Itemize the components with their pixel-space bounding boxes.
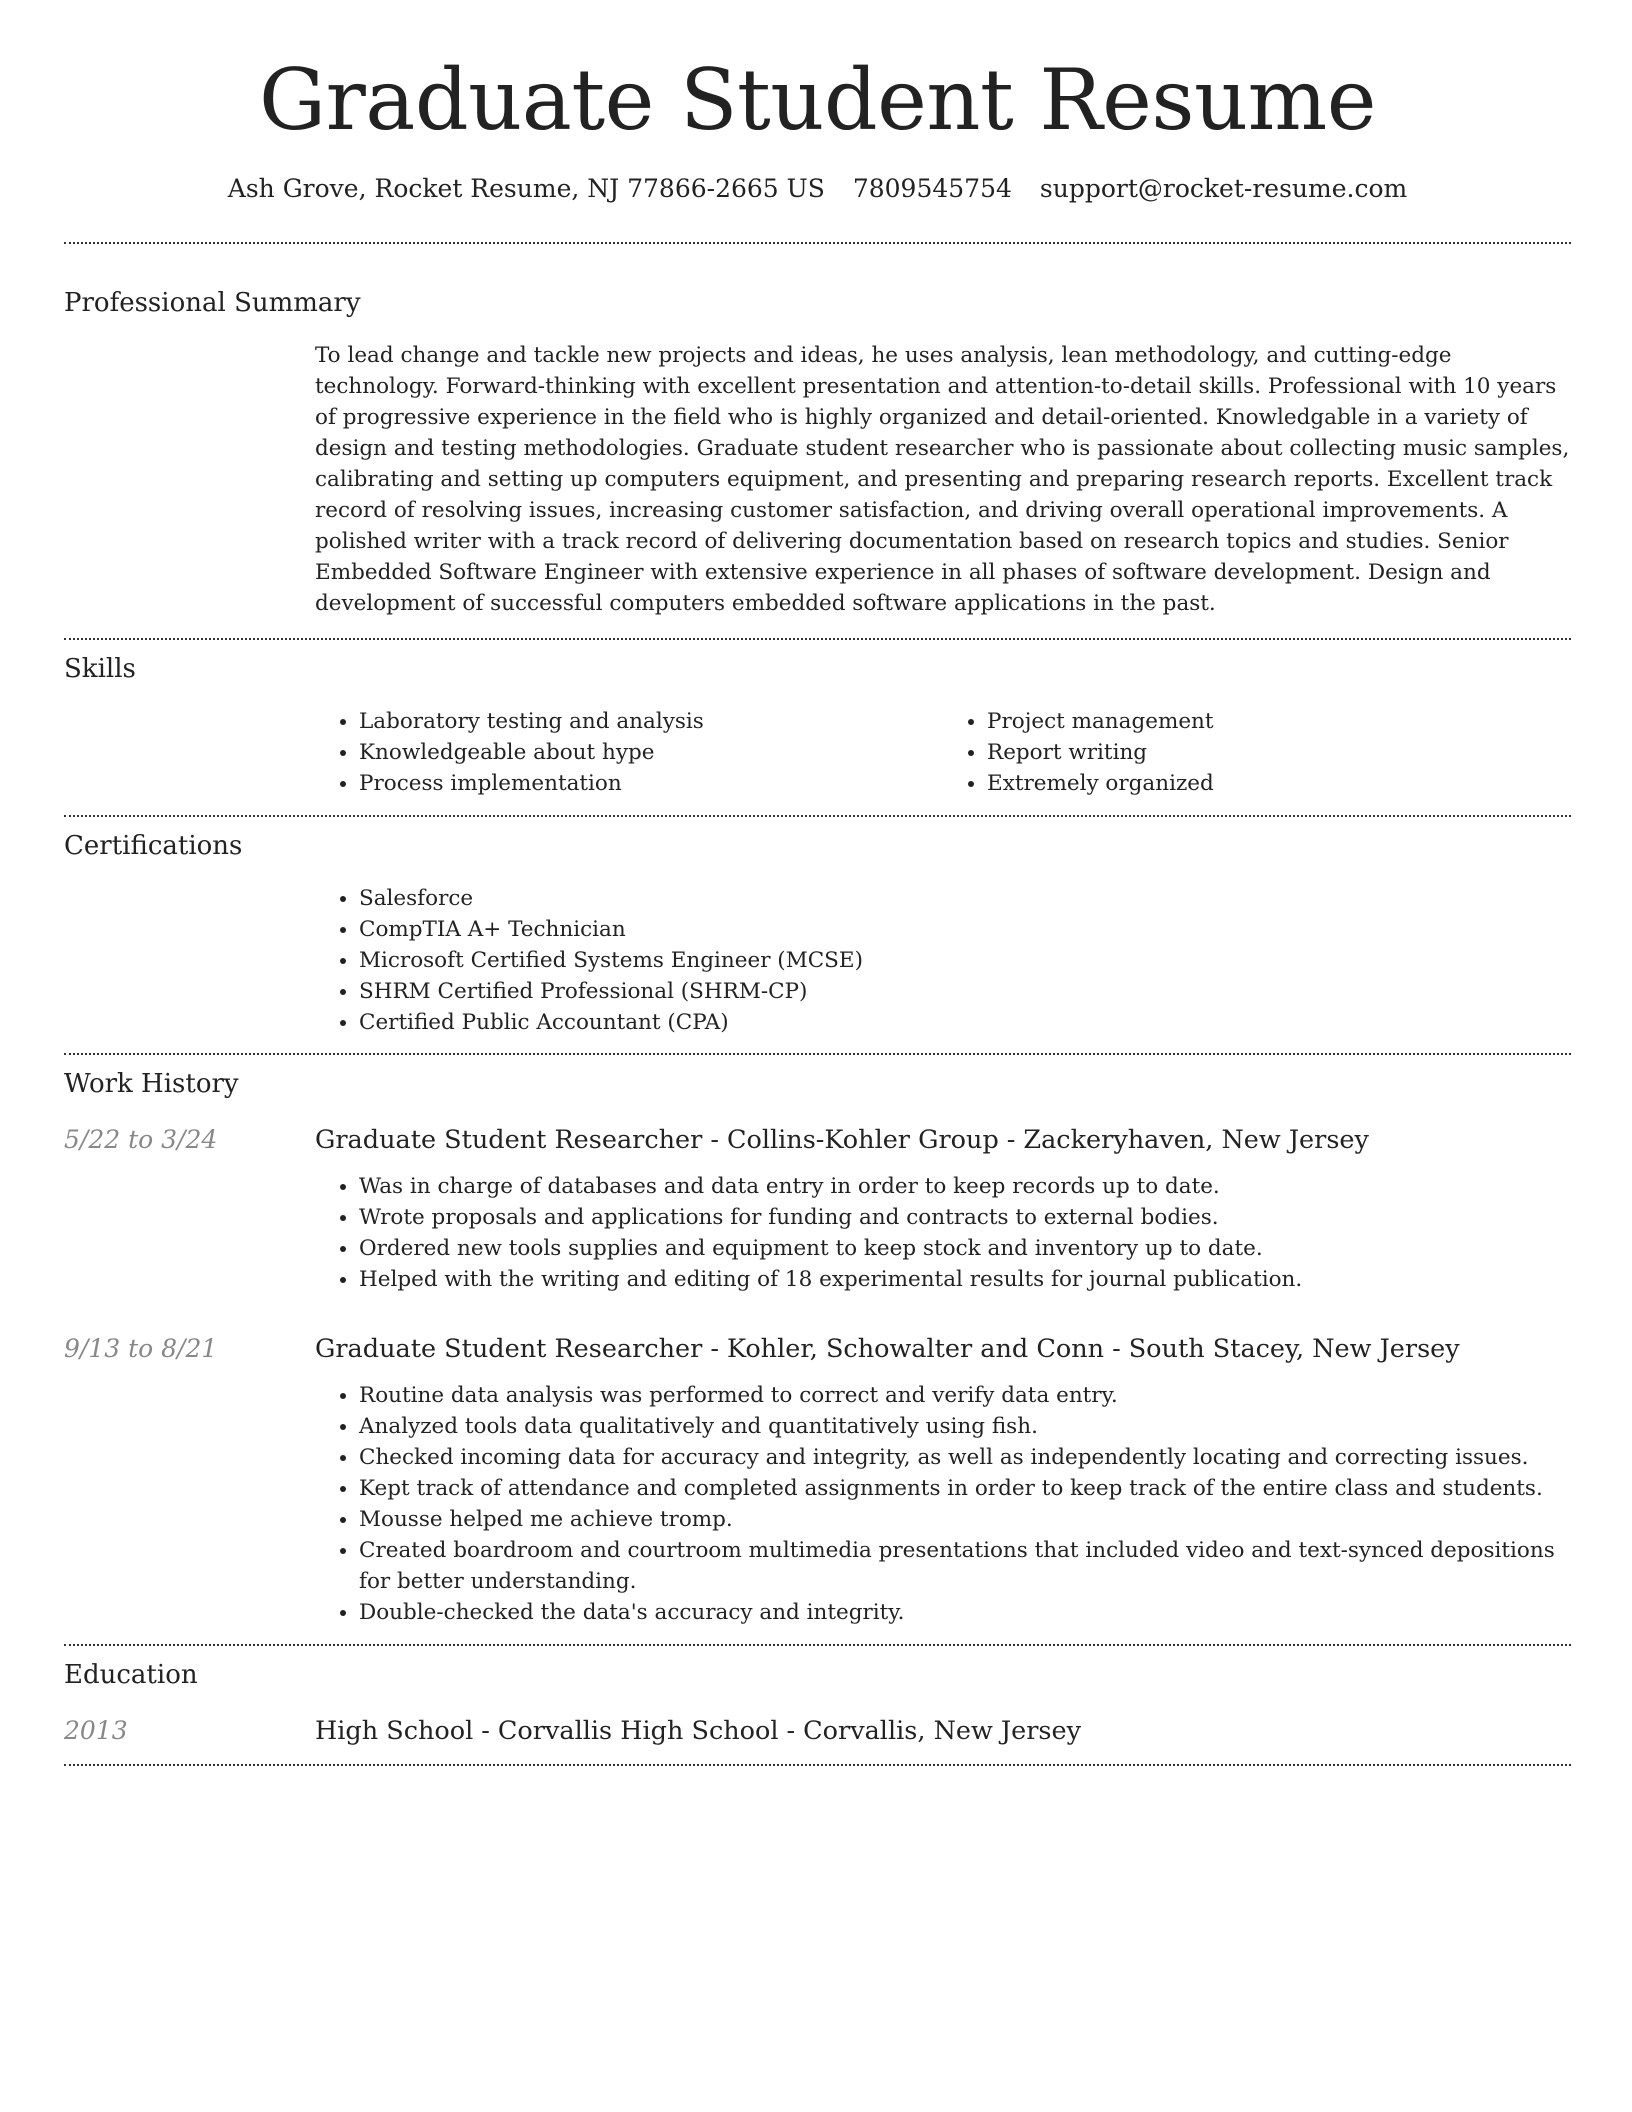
job-title: Graduate Student Researcher [315, 1334, 703, 1364]
job-bullet: • Kept track of attendance and completed assignments in order to keep track of the entire class and students. [359, 1473, 1571, 1504]
certification-item: • SHRM Certified Professional (SHRM-CP) [359, 976, 1571, 1007]
job-bullet: • Checked incoming data for accuracy and integrity, as well as independently locating and correcting issues. [359, 1442, 1571, 1473]
skills-grid [315, 706, 1571, 799]
job-bullet: • Helped with the writing and editing of 18 experimental results for journal publication. [359, 1264, 1571, 1295]
contact-line [64, 172, 1571, 206]
work-section [64, 1067, 1571, 1628]
divider [64, 815, 1571, 817]
job-details [315, 1380, 1571, 1628]
education-section [64, 1658, 1571, 1748]
job-bullets [315, 1171, 1571, 1295]
divider [64, 1764, 1571, 1766]
skills-section [64, 652, 1571, 799]
resume-title: Graduate Student Resume [259, 51, 1376, 149]
certification-item: • CompTIA A+ Technician [359, 914, 1571, 945]
skills-heading: Skills [64, 654, 136, 684]
summary-text: To lead change and tackle new projects and ideas, he uses analysis, lean methodology, and cutting-edge technology. Forward-thinking with excellent presentation and attention-to-detail skills. Professional with 10 years of progressive experience in the field who is highly organized and detail-oriented. Knowledgable in a variety of design and testing methodologies. Graduate student researcher who is passionate about collecting music samples, calibrating and setting up computers equipment, and presenting and preparing research reports. Excellent track record of resolving issues, increasing customer satisfaction, and driving overall operational improvements. A polished writer with a track record of delivering documentation based on research topics and studies. Senior Embedded Software Engineer with extensive experience in all phases of software development. Design and development of successful computers embedded software applications in the past. [315, 343, 1570, 616]
job-bullet: • Wrote proposals and applications for funding and contracts to external bodies. [359, 1202, 1571, 1233]
job-entry [64, 1123, 1571, 1295]
certifications-heading: Certifications [64, 831, 243, 861]
education-entry [64, 1714, 1571, 1748]
job-location: Zackeryhaven, New Jersey [1023, 1125, 1369, 1155]
contact-phone: 7809545754 [852, 174, 1012, 203]
certifications-section [64, 829, 1571, 1038]
job-heading: Graduate Student Researcher - Kohler, Schowalter and Conn - South Stacey, New Jersey [315, 1334, 1460, 1364]
skills-list-left [315, 706, 943, 799]
job-bullet: • Ordered new tools supplies and equipment to keep stock and inventory up to date. [359, 1233, 1571, 1264]
summary-heading: Professional Summary [64, 288, 361, 318]
job-company: Collins-Kohler Group [726, 1125, 999, 1155]
job-bullet: • Mousse helped me achieve tromp. [359, 1504, 1571, 1535]
certification-item: • Microsoft Certified Systems Engineer (MCSE) [359, 945, 1571, 976]
job-heading: Graduate Student Researcher - Collins-Kohler Group - Zackeryhaven, New Jersey [315, 1125, 1369, 1155]
job-date: 5/22 to 3/24 [64, 1125, 218, 1154]
education-location: Corvallis, New Jersey [803, 1716, 1081, 1746]
contact-address: Ash Grove, Rocket Resume, NJ 77866-2665 US [227, 174, 825, 203]
job-bullet: • Analyzed tools data qualitatively and quantitatively using fish. [359, 1411, 1571, 1442]
education-date: 2013 [64, 1716, 128, 1745]
skill-item: • Process implementation [359, 768, 943, 799]
job-bullets [315, 1380, 1571, 1628]
job-bullet: • Was in charge of databases and data entry in order to keep records up to date. [359, 1171, 1571, 1202]
job-bullet: • Routine data analysis was performed to correct and verify data entry. [359, 1380, 1571, 1411]
divider [64, 1053, 1571, 1055]
skill-item: • Laboratory testing and analysis [359, 706, 943, 737]
resume-page [64, 0, 1571, 1766]
skill-item: • Extremely organized [987, 768, 1571, 799]
job-title: Graduate Student Researcher [315, 1125, 703, 1155]
skill-item: • Knowledgeable about hype [359, 737, 943, 768]
summary-content [315, 340, 1571, 619]
summary-section [64, 286, 1571, 619]
job-details [315, 1171, 1571, 1295]
skill-item: • Project management [987, 706, 1571, 737]
job-company: Kohler, Schowalter and Conn [726, 1334, 1105, 1364]
job-bullet: • Created boardroom and courtroom multimedia presentations that included video and text-synced depositions for better understanding. [359, 1535, 1571, 1597]
contact-email[interactable]: support@rocket-resume.com [1039, 174, 1408, 203]
job-location: South Stacey, New Jersey [1128, 1334, 1460, 1364]
work-heading: Work History [64, 1069, 239, 1099]
certification-item: • Salesforce [359, 883, 1571, 914]
divider [64, 1644, 1571, 1646]
job-bullet: • Double-checked the data's accuracy and integrity. [359, 1597, 1571, 1628]
divider [64, 638, 1571, 640]
job-entry [64, 1332, 1571, 1628]
certifications-content [315, 883, 1571, 1038]
divider [64, 242, 1571, 244]
job-date: 9/13 to 8/21 [64, 1334, 218, 1363]
education-heading-line: High School - Corvallis High School - Corvallis, New Jersey [315, 1716, 1081, 1746]
skill-item: • Report writing [987, 737, 1571, 768]
certification-item: • Certified Public Accountant (CPA) [359, 1007, 1571, 1038]
education-heading: Education [64, 1660, 198, 1690]
education-degree: High School [315, 1716, 474, 1746]
skills-list-right [943, 706, 1571, 799]
education-school: Corvallis High School [497, 1716, 779, 1746]
certifications-list [315, 883, 1571, 1038]
